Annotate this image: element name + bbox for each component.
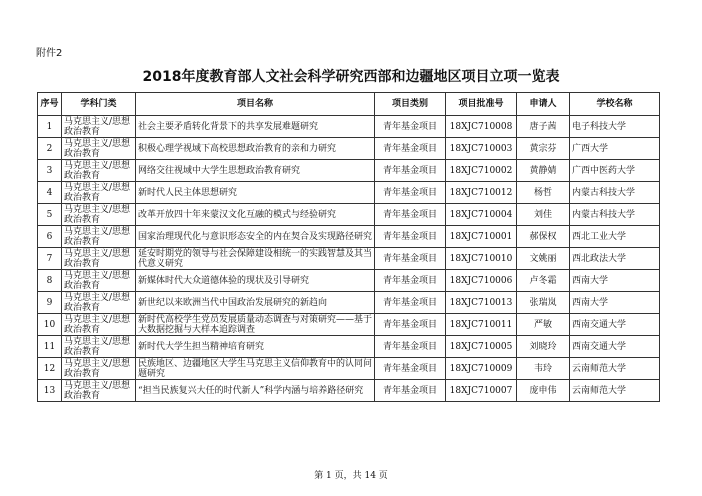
document-title: 2018年度教育部人文社会科学研究西部和边疆地区项目立项一览表 (142, 69, 560, 85)
header-project-name: 项目名称 (136, 93, 375, 116)
cell-project-name: 新时代大学生担当精神培育研究 (136, 336, 375, 358)
cell-no: 1 (38, 116, 62, 138)
table-row (38, 270, 660, 292)
cell-approval-number: 18XJC710001 (446, 226, 517, 248)
cell-approval-number: 18XJC710003 (446, 138, 517, 160)
cell-discipline: 马克思主义/思想政治教育 (62, 182, 136, 204)
table-row (38, 182, 660, 204)
cell-project-name: 国家治理现代化与意识形态安全的内在契合及实现路径研究 (136, 226, 375, 248)
cell-no: 12 (38, 358, 62, 380)
table-row (38, 204, 660, 226)
table-row (38, 138, 660, 160)
cell-project-name: 新媒体时代大众道德体验的现状及引导研究 (136, 270, 375, 292)
cell-project-name: 社会主要矛盾转化背景下的共享发展难题研究 (136, 116, 375, 138)
cell-discipline: 马克思主义/思想政治教育 (62, 204, 136, 226)
table-row (38, 292, 660, 314)
header-row (38, 93, 660, 116)
cell-category: 青年基金项目 (375, 138, 446, 160)
cell-school: 电子科技大学 (570, 116, 660, 138)
cell-applicant: 刘佳 (517, 204, 570, 226)
cell-category: 青年基金项目 (375, 358, 446, 380)
page-footer: 第 1 页，共 14 页 (314, 471, 388, 481)
cell-category: 青年基金项目 (375, 314, 446, 336)
cell-category: 青年基金项目 (375, 270, 446, 292)
header-discipline: 学科门类 (62, 93, 136, 116)
cell-no: 10 (38, 314, 62, 336)
cell-no: 8 (38, 270, 62, 292)
cell-school: 西南交通大学 (570, 314, 660, 336)
cell-approval-number: 18XJC710005 (446, 336, 517, 358)
cell-approval-number: 18XJC710010 (446, 248, 517, 270)
cell-approval-number: 18XJC710009 (446, 358, 517, 380)
cell-applicant: 郝保权 (517, 226, 570, 248)
cell-category: 青年基金项目 (375, 116, 446, 138)
cell-discipline: 马克思主义/思想政治教育 (62, 248, 136, 270)
cell-discipline: 马克思主义/思想政治教育 (62, 226, 136, 248)
cell-project-name: “担当民族复兴大任的时代新人”科学内涵与培养路径研究 (136, 380, 375, 402)
cell-school: 广西大学 (570, 138, 660, 160)
cell-discipline: 马克思主义/思想政治教育 (62, 270, 136, 292)
cell-no: 4 (38, 182, 62, 204)
cell-no: 7 (38, 248, 62, 270)
cell-no: 9 (38, 292, 62, 314)
cell-school: 西南大学 (570, 292, 660, 314)
cell-project-name: 新世纪以来欧洲当代中国政治发展研究的新趋向 (136, 292, 375, 314)
cell-applicant: 黄静婧 (517, 160, 570, 182)
cell-school: 广西中医药大学 (570, 160, 660, 182)
cell-project-name: 积极心理学视域下高校思想政治教育的亲和力研究 (136, 138, 375, 160)
cell-school: 内蒙古科技大学 (570, 182, 660, 204)
cell-no: 3 (38, 160, 62, 182)
cell-applicant: 张瑞岚 (517, 292, 570, 314)
cell-approval-number: 18XJC710006 (446, 270, 517, 292)
cell-category: 青年基金项目 (375, 204, 446, 226)
cell-discipline: 马克思主义/思想政治教育 (62, 380, 136, 402)
cell-school: 西南交通大学 (570, 336, 660, 358)
cell-applicant: 唐子茜 (517, 116, 570, 138)
cell-project-name: 新时代高校学生党员发展质量动态调查与对策研究——基于大数据挖掘与大样本追踪调查 (136, 314, 375, 336)
cell-approval-number: 18XJC710012 (446, 182, 517, 204)
cell-approval-number: 18XJC710004 (446, 204, 517, 226)
table-row (38, 226, 660, 248)
cell-category: 青年基金项目 (375, 380, 446, 402)
cell-discipline: 马克思主义/思想政治教育 (62, 314, 136, 336)
cell-approval-number: 18XJC710011 (446, 314, 517, 336)
cell-approval-number: 18XJC710008 (446, 116, 517, 138)
table-row (38, 380, 660, 402)
table-row (38, 358, 660, 380)
cell-category: 青年基金项目 (375, 292, 446, 314)
project-table (37, 92, 660, 402)
cell-applicant: 文姚丽 (517, 248, 570, 270)
cell-discipline: 马克思主义/思想政治教育 (62, 160, 136, 182)
cell-project-name: 延安时期党的领导与社会保障建设相统一的实践智慧及其当代意义研究 (136, 248, 375, 270)
cell-project-name: 网络交往视域中大学生思想政治教育研究 (136, 160, 375, 182)
header-applicant: 申请人 (517, 93, 570, 116)
cell-category: 青年基金项目 (375, 182, 446, 204)
cell-school: 西北政法大学 (570, 248, 660, 270)
cell-no: 11 (38, 336, 62, 358)
table-row (38, 160, 660, 182)
cell-project-name: 新时代人民主体思想研究 (136, 182, 375, 204)
cell-no: 6 (38, 226, 62, 248)
header-category: 项目类别 (375, 93, 446, 116)
cell-project-name: 民族地区、边疆地区大学生马克思主义信仰教育中的认同问题研究 (136, 358, 375, 380)
table-row (38, 314, 660, 336)
cell-no: 2 (38, 138, 62, 160)
header-approval-number: 项目批准号 (446, 93, 517, 116)
cell-school: 内蒙古科技大学 (570, 204, 660, 226)
cell-applicant: 韦玲 (517, 358, 570, 380)
cell-school: 云南师范大学 (570, 380, 660, 402)
cell-applicant: 刘晓玲 (517, 336, 570, 358)
cell-no: 5 (38, 204, 62, 226)
cell-applicant: 严敏 (517, 314, 570, 336)
cell-discipline: 马克思主义/思想政治教育 (62, 358, 136, 380)
cell-discipline: 马克思主义/思想政治教育 (62, 116, 136, 138)
table-row (38, 248, 660, 270)
cell-applicant: 庞申伟 (517, 380, 570, 402)
table-row (38, 336, 660, 358)
cell-approval-number: 18XJC710002 (446, 160, 517, 182)
cell-discipline: 马克思主义/思想政治教育 (62, 292, 136, 314)
cell-applicant: 杨哲 (517, 182, 570, 204)
cell-applicant: 卢冬霜 (517, 270, 570, 292)
attachment-label: 附件2 (36, 48, 63, 59)
table-row (38, 116, 660, 138)
cell-category: 青年基金项目 (375, 248, 446, 270)
cell-applicant: 黄宗芬 (517, 138, 570, 160)
cell-discipline: 马克思主义/思想政治教育 (62, 138, 136, 160)
cell-approval-number: 18XJC710013 (446, 292, 517, 314)
cell-school: 西北工业大学 (570, 226, 660, 248)
cell-approval-number: 18XJC710007 (446, 380, 517, 402)
header-school: 学校名称 (570, 93, 660, 116)
cell-no: 13 (38, 380, 62, 402)
cell-discipline: 马克思主义/思想政治教育 (62, 336, 136, 358)
cell-category: 青年基金项目 (375, 336, 446, 358)
cell-school: 云南师范大学 (570, 358, 660, 380)
cell-project-name: 改革开放四十年来蒙汉文化互融的模式与经验研究 (136, 204, 375, 226)
header-no: 序号 (38, 93, 62, 116)
cell-school: 西南大学 (570, 270, 660, 292)
cell-category: 青年基金项目 (375, 160, 446, 182)
cell-category: 青年基金项目 (375, 226, 446, 248)
